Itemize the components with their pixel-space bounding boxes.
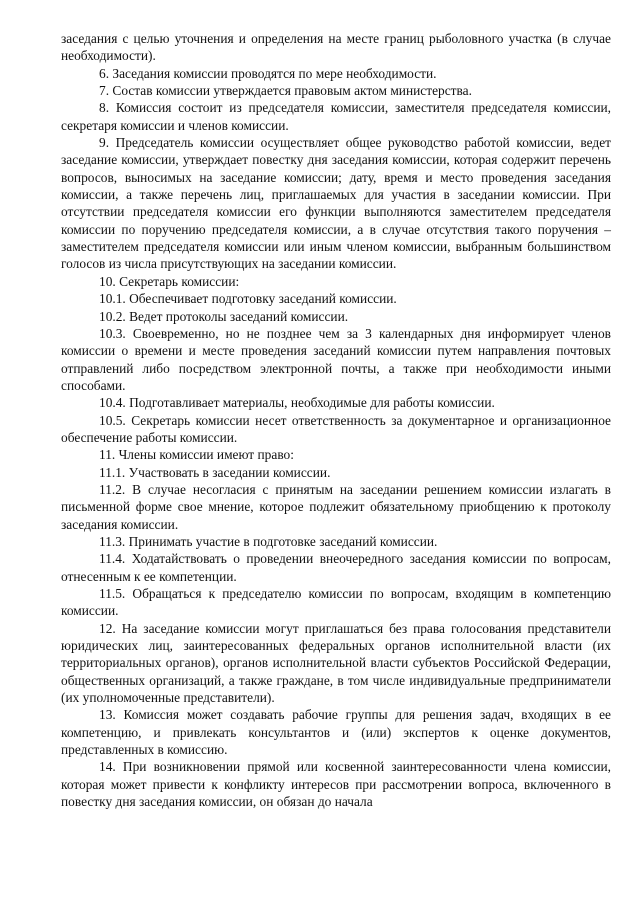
paragraph-11-3: 11.3. Принимать участие в подготовке заседаний комиссии.	[99, 533, 438, 549]
paragraph-continuation: заседания с целью уточнения и определения на месте границ рыболовного участка (в случае необходимости).	[61, 31, 611, 64]
paragraph-11-5: 11.5. Обращаться к председателю комиссии по вопросам, входящим в компетенцию комиссии.	[61, 586, 611, 619]
paragraph-14: 14. При возникновении прямой или косвенной заинтересованности члена комиссии, которая может привести к конфликту интересов при рассмотрении вопроса, включенного в повестку дня заседания комиссии, он обязан до начала	[61, 759, 611, 810]
paragraph-9: 9. Председатель комиссии осуществляет общее руководство работой комиссии, ведет заседание комиссии, утверждает повестку дня заседания комиссии, которая содержит перечень вопросов, выносимых на заседание комиссии; дату, время и место проведения заседания комиссии, а также перечень лиц, приглашаемых для участия в заседании комиссии. При отсутствии председателя комиссии его функции выполняются заместителем председателя комиссии по поручению председателя комиссии, а в случае отсутствия такого поручения – заместителем председателя комиссии или иным членом комиссии, выбранным большинством голосов из числа присутствующих на заседании комиссии.	[61, 135, 611, 272]
paragraph-10-3: 10.3. Своевременно, но не позднее чем за 3 календарных дня информирует членов комиссии о времени и месте проведения заседаний комиссии путем направления почтовых отправлений либо посредством электронной почты, а также при необходимости иными способами.	[61, 325, 611, 393]
paragraph-6: 6. Заседания комиссии проводятся по мере необходимости.	[99, 65, 437, 81]
document-page	[61, 30, 611, 810]
paragraph-10: 10. Секретарь комиссии:	[99, 273, 240, 289]
paragraph-10-1: 10.1. Обеспечивает подготовку заседаний комиссии.	[99, 291, 397, 307]
paragraph-10-4: 10.4. Подготавливает материалы, необходимые для работы комиссии.	[99, 395, 495, 411]
paragraph-11-2: 11.2. В случае несогласия с принятым на заседании решением комиссии излагать в письменной форме свое мнение, которое подлежит обязательному приобщению к протоколу заседания комиссии.	[61, 481, 611, 532]
paragraph-11-4: 11.4. Ходатайствовать о проведении внеочередного заседания комиссии по вопросам, отнесенным к ее компетенции.	[61, 551, 611, 584]
paragraph-13: 13. Комиссия может создавать рабочие группы для решения задач, входящих в ее компетенцию, и привлекать консультантов и (или) экспертов к оценке документов, представленных в комиссию.	[61, 707, 611, 758]
paragraph-10-5: 10.5. Секретарь комиссии несет ответственность за документарное и организационное обеспечение работы комиссии.	[61, 412, 611, 445]
paragraph-10-2: 10.2. Ведет протоколы заседаний комиссии.	[99, 308, 349, 324]
paragraph-12: 12. На заседание комиссии могут приглашаться без права голосования представители юридических лиц, заинтересованных федеральных органов исполнительной власти (их территориальных органов), органов исполнительной власти субъектов Российской Федерации, общественных организаций, а также граждане, в том числе индивидуальные предприниматели (их уполномоченные представители).	[61, 620, 611, 706]
paragraph-8: 8. Комиссия состоит из председателя комиссии, заместителя председателя комиссии, секретаря комиссии и членов комиссии.	[61, 100, 611, 133]
paragraph-11: 11. Члены комиссии имеют право:	[99, 447, 294, 463]
paragraph-11-1: 11.1. Участвовать в заседании комиссии.	[99, 464, 331, 480]
paragraph-7: 7. Состав комиссии утверждается правовым актом министерства.	[99, 83, 472, 99]
